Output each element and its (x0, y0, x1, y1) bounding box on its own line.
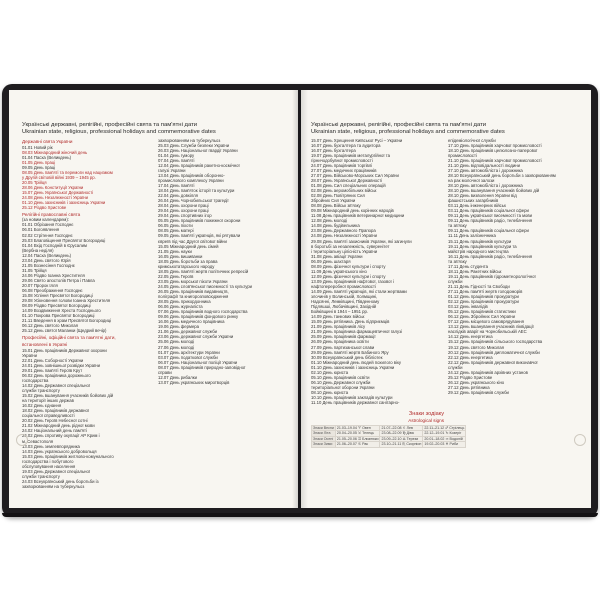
holiday-entry: 26.12 День українського кіно (448, 379, 505, 385)
holiday-entry: 25.09 День працівників фармації (311, 334, 376, 340)
holiday-entry: захворюванням на туберкульоз (158, 137, 221, 143)
holiday-entry: 28.10 День автомобіліста і дорожника (448, 183, 523, 189)
holiday-entry: 13.07 День українських миротворців (158, 379, 230, 385)
cover-edge (2, 513, 598, 517)
zodiac-table (311, 425, 466, 448)
holiday-entry: 07.06 День працівників водного господарства (158, 309, 248, 315)
holiday-entry: 05.10 День працівників освіти (311, 374, 370, 380)
holiday-entry: та зв'язку (448, 258, 467, 264)
holiday-entry: (за новим календарем): (22, 217, 69, 223)
holiday-entry: в боротьбі за незалежність, суверенітет (311, 243, 390, 249)
section-heading: встановлені в Україні (22, 342, 68, 348)
holiday-entry: господарства і побутового (22, 458, 74, 464)
holiday-entry: 16.07 День бухгалтера (311, 147, 356, 153)
holiday-entry: 24.02 Національний день пам'яті (22, 428, 87, 434)
holiday-entry: 12.04 День працівників ракетно-космічної (158, 162, 240, 168)
holiday-entry: гірничодобувної промисловості (311, 157, 373, 163)
holiday-entry: 21.05 Вознесіння Господнє (22, 262, 75, 268)
holiday-entry: 17.10 День працівників харчової промисловості (448, 142, 542, 148)
holiday-entry: 07.12 День місцевого самоврядування (448, 319, 524, 325)
holiday-entry: 13.12 День вшанування учасників ліквідації (448, 324, 534, 330)
holiday-entry: 12.04 Пасха (Великдень) (22, 252, 71, 258)
holiday-entry: 29.08 Усікновення голови Іоанна Хрестителя (22, 298, 111, 304)
holiday-entry: 08.09 Різдво Пресвятої Богородиці (22, 303, 91, 309)
holiday-entry: 06.02 День працівника дорожнього (22, 372, 91, 378)
holiday-entry: 21.11 Введення в храм Пресвятої Богородиці (22, 318, 112, 324)
holiday-entry: 26.03 День Національної гвардії України (158, 147, 238, 153)
holiday-entry: 27.11 День пам'яті жертв голодоморів (448, 289, 523, 294)
holiday-entry: промислового комплексу України (158, 177, 224, 183)
holiday-entry: 15.01 День працівників Державної охорони (22, 347, 107, 353)
zodiac-sign-cell: 20.01–18.02 ♒ Водолій (423, 436, 466, 441)
holiday-entry: 02.12 День працівників прокуратури (448, 299, 519, 305)
holiday-entry: 19.12 День святого Миколая (448, 344, 504, 350)
holiday-entry: служби (448, 364, 463, 370)
holiday-entry: 24.12 День працівників архівних установ (448, 369, 528, 375)
holiday-entry: 01.01 Новий рік (22, 144, 53, 150)
holiday-entry: 13.04 День працівників оборонно- (158, 172, 225, 178)
holiday-entry: 01.12 День працівників прокуратури (448, 294, 519, 300)
holiday-entry: 20.02 День Героїв Небесної сотні (22, 418, 88, 424)
holiday-entry: 15.09 День рятівника. День підприємців (311, 319, 390, 325)
holiday-entry: захворюванням на туберкульоз (22, 483, 85, 489)
holiday-entry: на рак молочної залози (448, 177, 495, 183)
holiday-entry: та зв'язку (448, 223, 467, 229)
holiday-entry: 26.05 День працівників видавництв, (158, 289, 229, 294)
right-page-title-en: Ukrainian state, religious, professional holidays and commemorative dates (311, 128, 505, 135)
holiday-entry: 19.06 День фермера (158, 324, 200, 330)
holiday-entry: 24.06 Різдво Іоанна Хрестителя (22, 272, 85, 278)
holiday-entry: наслідків аварії на Чорнобильській АЕС (448, 329, 527, 335)
holiday-entry: 31.08 День авіації України (311, 253, 363, 259)
holiday-entry: соціальної справедливості (22, 413, 75, 419)
holiday-entry: 29.08 День пам'яті захисників України, які загинули (311, 238, 412, 244)
holiday-entry: кримськотатарського народу (158, 263, 215, 269)
holiday-entry: 30.09 Всеукраїнський день бібліотек (311, 354, 383, 360)
holiday-entry: 18.10 День працівників целюлозно-паперової (448, 147, 538, 153)
section-heading: Державні свята України (22, 139, 73, 145)
holiday-entry: 28.07 День Української Державності (311, 177, 383, 183)
holiday-entry: 25.03 Благовіщення Пресвятої Богородиці (22, 237, 106, 243)
holiday-entry: 19.11 День працівників культури та (448, 243, 517, 249)
zodiac-sign-cell: 22.12–19.01 ♑ Козеріг (423, 431, 466, 436)
holiday-entry: 15.05 Міжнародний день сімей (158, 243, 219, 249)
holiday-entry: 08.03 Міжнародний жіночий день (22, 149, 88, 155)
holiday-entry: 06.08 Преображення Господнє (22, 288, 83, 294)
holiday-entry: 23.04 День святого Юрія (22, 257, 71, 263)
right-page-corner-mark (574, 434, 586, 446)
holiday-entry: 21.10 День відповідальності людини (448, 162, 520, 168)
holiday-entry: 22.05 День Героїв (158, 273, 194, 279)
holiday-entry: 13.09 День працівників нафтової, газової і (311, 278, 394, 284)
holiday-entry: 24.03 Всеукраїнський день боротьби із (22, 478, 99, 484)
holiday-entry: 29.04 День охорони праці (158, 208, 209, 214)
holiday-entry: 03.07 День податкової служби (158, 354, 218, 360)
holiday-entry: Надсянні, Лемківщині, Південному (311, 299, 380, 305)
holiday-entry: 22.04 День довкілля (158, 193, 198, 199)
holiday-entry: 01.08 День Сил спеціальних операцій (311, 183, 386, 189)
holiday-entry: 03.11 День інженерних військ (448, 203, 506, 209)
section-heading: Професійні, офіційні свята та пам'ятні дати, (22, 334, 116, 340)
holiday-entry: 21.10 День працівників харчової промисловості (448, 157, 542, 163)
holiday-entry: 15.03 День працівників житлово-комунального (22, 453, 114, 459)
holiday-entry: 23.08 День Державного Прапора (311, 228, 376, 234)
holiday-entry: 15.07 День Української Державності (22, 190, 94, 196)
left-page-columns (22, 138, 290, 489)
holiday-entry: 21.09 День працівника фармацевтичної галузі (311, 329, 403, 335)
holiday-entry: 08.07 День працівників природно-заповідної (158, 364, 246, 370)
holiday-entry: 24.08 День Незалежності України (311, 233, 377, 239)
holiday-entry: галузі України (158, 167, 186, 173)
holiday-entry: 25.12 День святої Маланки (Щедрий вечір) (22, 328, 107, 334)
holiday-entry: 05.12 День працівників статистики (448, 309, 516, 315)
zodiac-sign-cell: 23.09–22.10 ♎ Терези (380, 436, 423, 441)
holiday-entry: 02.02 Стрітення Господнє (22, 232, 73, 238)
holiday-entry: 10.10 День працівників закладів культури (311, 394, 393, 400)
holiday-entry: справи (158, 369, 172, 375)
holiday-entry: 16.06 День медичного працівника (158, 319, 225, 325)
holiday-entry: 21.05 День науки (158, 248, 192, 254)
holiday-entry: 02.08 День Повітряних Сил (311, 193, 365, 199)
zodiac-season-cell: Знаки Зими (312, 442, 336, 447)
holiday-entry: 27.07 День Військово-Морських Сил України (311, 172, 399, 178)
holiday-entry: 23.05 День морської піхоти України (158, 278, 228, 284)
holiday-entry: 14.02 День Державної спеціальної (22, 382, 91, 388)
right-page-column-1-list (311, 138, 444, 405)
holiday-entry: євреїв під час Другої світової війни (158, 238, 227, 244)
holiday-entry: 08.08 День Військ зв'язку (311, 203, 361, 209)
holiday-entry: 19.03 День Державної спеціальної (22, 468, 91, 474)
holiday-entry: 22.12 День працівників державної виконавчої (448, 359, 538, 365)
holiday-entry: 29.04 День спортивних ігор (158, 213, 212, 219)
holiday-entry: 27.06 День молоді (158, 344, 195, 350)
holiday-entry: 06.07 День Національної поліції України (158, 359, 238, 365)
holiday-entry: 20.12 День працівників дипломатичної служби (448, 349, 540, 355)
zodiac-sign-cell: 21.06–20.07 ♋ Рак (335, 442, 380, 447)
holiday-entry: 16.05 День вишиванки (158, 253, 203, 259)
holiday-entry: фашистських загарбників (448, 198, 499, 204)
holiday-entry: 07.04 День пам'яті (158, 157, 195, 163)
holiday-entry: 25.12 Різдво Христове (22, 205, 67, 211)
holiday-entry: обслуговування населення (22, 463, 76, 469)
holiday-entry: 18.05 День пам'яті жертв політичних репресій (158, 268, 249, 274)
holiday-entry: 06.12 День Збройних Сил України (448, 314, 516, 320)
holiday-entry: 18.02 День працівників державної (22, 408, 89, 414)
holiday-entry: 27.09 День партизанської слави (311, 344, 375, 350)
holiday-entry: 28.06 День Конституції України (22, 185, 84, 191)
zodiac-sign-cell: 21.03–19.04 ♈ Овен (335, 425, 380, 430)
holiday-entry: 14.12 День енергетика (448, 334, 493, 340)
holiday-entry: 28.10 День визволення України від (448, 193, 517, 199)
zodiac-season-cell: Знаки Літа (312, 431, 336, 436)
zodiac-sign-cell: 23.10–21.11 ♏ Скорпіон (381, 442, 422, 447)
holiday-entry: 21.06 День державної служби (158, 329, 218, 335)
zodiac-sign-cell: 22.11–21.12 ♐ Стрілець (424, 425, 465, 430)
holiday-entry: 06.10 День Державної служби (311, 379, 371, 385)
holiday-entry: 09.05 День праці (22, 164, 56, 170)
left-page-title-ua: Українські державні, релігійні, професійні свята та пам'ятні дати (22, 122, 198, 128)
holiday-entry: 11.09 День українського кіно (311, 268, 367, 274)
zodiac-subtitle: Astrological signs (408, 417, 444, 423)
holiday-entry: 24.05 День слов'янської писемності та культури (158, 283, 253, 289)
holiday-entry: 12.09 День фізичної культури і спорту (311, 273, 386, 279)
holiday-entry: 01.10 Покрова Пресвятої Богородиці (22, 313, 95, 319)
holiday-entry: 26.02 День спротиву окупації АР Крим і (22, 433, 100, 439)
holiday-entry: 14.03 День українського добровольця (22, 448, 97, 454)
holiday-entry: територіальної оборони України (311, 384, 375, 390)
holiday-entry: злочинів у Волинській, Холмщині, (311, 294, 378, 300)
holiday-entry: 05.05 День працівників пожежної охорони (158, 218, 241, 224)
holiday-entry: 20.05 Трійця (22, 180, 47, 186)
holiday-entry: 06.01 Богоявлення (22, 227, 60, 233)
holiday-entry: 08.10 День юриста (311, 389, 349, 395)
right-page-title-ua: Українські державні, релігійні, професійні свята та пам'ятні дати (311, 122, 487, 128)
holiday-entry: 01.04 Пасха (Великдень) (22, 154, 71, 160)
holiday-entry: служби (448, 278, 463, 284)
holiday-entry: м. Севастополя (22, 438, 54, 444)
holiday-entry: 19.07 День працівників металургійної та (311, 152, 390, 158)
holiday-entry: служби транспорту (22, 388, 60, 394)
holiday-entry: 25.03 День Служби безпеки України (158, 142, 230, 148)
holiday-entry: 15.11 День працівників культури (448, 238, 512, 244)
left-page-column-2 (158, 138, 290, 489)
holiday-entry: 08.05 День матері (158, 228, 194, 234)
holiday-entry: 29.01 День пам'яті Героїв Крут (22, 367, 83, 373)
holiday-entry: Підляшші, Любачівщині, Західній (311, 304, 377, 310)
holiday-entry: 28.10 Всеукраїнський день боротьби з захворюванням (448, 172, 556, 178)
holiday-entry: 12.08 День молоді (311, 218, 348, 224)
holiday-entry: 17.11 День студента (448, 263, 489, 269)
holiday-entry: 25.12 Різдво Христове (448, 374, 493, 380)
holiday-entry: 01.01 Обрізання Господнє (22, 222, 74, 228)
holiday-entry: 28.10 День вшанування учасників бойових дій (448, 188, 540, 194)
zodiac-sign-cell: 21.05–20.06 ♊ Близнюки (336, 436, 379, 441)
holiday-entry: 01.04 День гумору (158, 152, 195, 158)
zodiac-sign-cell: 19.02–20.03 ♓ Риби (423, 442, 466, 447)
holiday-entry: 27.07 День медичних працівників (311, 167, 377, 173)
section-heading: Релігійні православні свята (22, 211, 81, 217)
holiday-entry: 11.10 День працівників державної санітарно- (311, 400, 400, 406)
holiday-entry: 06.09 День шахтаря (311, 258, 351, 264)
holiday-entry: 02.10 День юриста (311, 369, 349, 375)
holiday-entry: 14.09 День танкових військ (311, 314, 365, 320)
zodiac-title: Знаки зодіаку (408, 411, 444, 418)
holiday-entry: 21.11 День Гідності та Свободи (448, 283, 510, 289)
holiday-entry: 22.01 День Соборності України (22, 357, 84, 363)
holiday-entry: 22.12 День енергетика (448, 354, 493, 360)
holiday-entry: 09.08 Міжнародний день корінних народів (311, 208, 394, 214)
holiday-entry: 24.01 День зовнішньої розвідки України (22, 362, 101, 368)
holiday-entry: (Вербна неділя) (22, 247, 54, 253)
holiday-entry: 26.09 День працівника освіти (311, 339, 369, 345)
holiday-entry: 03.12 День інвалідів (448, 304, 488, 310)
holiday-entry: 18.05 День боротьби за права (158, 258, 218, 264)
holiday-entry: промисловості (448, 152, 477, 158)
holiday-entry: 09.11 День української писемності та мови (448, 213, 533, 219)
holiday-entry: 01.04 Вхід Господній в Єрусалим (22, 242, 87, 248)
holiday-entry: 20.07 Пророк Ілля (22, 283, 58, 288)
holiday-entry: 16.02 День єднання (22, 403, 62, 409)
holiday-entry: 15.02 День вшанування учасників бойових дій (22, 393, 114, 399)
holiday-entry: 15.07 День Хрещення Київської Русі – України (311, 137, 403, 143)
holiday-entry: 03.11 День працівників соціальної сфери (448, 208, 529, 214)
holiday-entry: нафтопереробної промисловості (311, 283, 376, 289)
zodiac-season-cell: Знаки Осені (312, 436, 336, 441)
holiday-entry: 13.03 День землевпорядника (22, 443, 80, 449)
holiday-entry: України (22, 352, 37, 358)
holiday-entry: 29.09 День пам'яті жертв Бабиного Яру (311, 349, 389, 355)
left-page (9, 90, 298, 508)
holiday-entry: 24.08 День Незалежності України (22, 195, 88, 201)
holiday-entry: 12.07 День рибалки (158, 374, 197, 380)
holiday-entry: 16.07 День бухгалтера та аудитора (311, 142, 381, 148)
holiday-entry: 01.07 День архітектури України (158, 349, 220, 355)
holiday-entry: 15.12 День працівників сільського господарства (448, 339, 543, 345)
zodiac-season-cell: Знаки Весни (313, 425, 334, 430)
right-page-column-2 (448, 138, 581, 448)
left-page-title-en: Ukrainian state, religious, professional holidays and commemorative dates (22, 128, 216, 135)
holiday-entry: 17.04 День пам'яті (158, 183, 195, 189)
left-page-column-1 (22, 138, 154, 489)
holiday-entry: 31.05 Трійця (22, 267, 47, 273)
holiday-entry: Збройних Сил України (311, 198, 356, 204)
right-page (301, 90, 591, 508)
holiday-entry: 26.04 День Чорнобильської трагедії (158, 198, 229, 204)
holiday-entry: 11.11 День залізничника (448, 233, 496, 239)
holiday-entry: у Другій світовій війні 1939 – 1945 рр. (22, 174, 96, 180)
holiday-entry: Бойківщині в 1944 – 1951 рр. (311, 309, 369, 315)
holiday-entry: 14.08 День будівельника (311, 223, 360, 229)
holiday-entry: 09.11 День працівників соціальної сфери (448, 228, 529, 234)
holiday-entry: на території інших держав (22, 398, 74, 404)
holiday-entry: 19.11 День працівників гідрометеорологічної (448, 273, 536, 279)
holiday-entry: 16.11 День працівників радіо, телебачення (448, 253, 533, 259)
holiday-entry: і територіальну цілісність України (311, 248, 378, 254)
zodiac-row (312, 442, 466, 447)
right-page-columns (311, 138, 581, 448)
holiday-entry: 01.05 День праці (22, 159, 56, 165)
holiday-entry: 28.04 День охорони праці (158, 203, 209, 209)
holiday-entry: 06.06 День журналіста (158, 304, 203, 310)
holiday-entry: майстрів народного мистецтва (448, 248, 509, 254)
holiday-entry: епідеміологічної служби (448, 137, 496, 143)
holiday-entry: 02.08 День аеромобільних військ (311, 188, 377, 194)
zodiac-sign-cell: 20.04–20.05 ♉ Телець (335, 431, 380, 436)
holiday-entry: служби транспорту (22, 473, 60, 479)
holiday-entry: 21.09 День працівників лісу (311, 324, 366, 330)
holiday-entry: 25.06 День молоді (158, 339, 195, 345)
holiday-entry: 06.05 День піхоти (158, 223, 193, 229)
holiday-entry: 15.08 Успіння Пресвятої Богородиці (22, 293, 93, 299)
holiday-entry: 27.10 День автомобіліста і дорожника (448, 167, 523, 173)
holiday-entry: 11.08 День працівників ветеринарної медицини (311, 213, 405, 219)
holiday-entry: 14.09 День пам'яті українців, які стали жертвами (311, 289, 407, 294)
holiday-entry: 18.04 День пам'яток історії та культури (158, 188, 235, 194)
holiday-entry: 06.12 День святого Миколая (22, 323, 78, 329)
holiday-entry: 28.05 День прикордонника (158, 299, 211, 305)
holiday-entry: 08.05 День пам'яті та перемоги над нацизмом (22, 169, 113, 175)
holiday-entry: 09.11 День працівників радіо, телебачення (448, 218, 533, 224)
holiday-entry: 29.12 День працівників служби (448, 389, 509, 395)
holiday-entry: господарства (22, 377, 49, 383)
holiday-entry: 01.10 День захисників і захисниць України (311, 364, 395, 370)
holiday-entry: 09.06 День працівників фондового ринку (158, 314, 239, 320)
holiday-entry: 14.09 Воздвиження Хреста Господнього (22, 308, 101, 314)
holiday-entry: 09.05 День пам'яті українців, які рятували (158, 233, 241, 239)
holiday-entry: 23.06 День державної служби України (158, 334, 234, 340)
holiday-entry: 21.02 Міжнародний день рідної мови (22, 423, 95, 429)
zodiac-sign-cell: 23.08–22.09 ♍ Діва (380, 431, 423, 436)
holiday-entry: 29.06 Свято апостолів Петра і Павла (22, 277, 95, 283)
left-page-corner-mark (16, 434, 28, 446)
holiday-entry: 18.11 День Ракетних військ (448, 268, 502, 274)
holiday-entry: 01.10 День захисників і захисниць України (22, 200, 106, 206)
holiday-entry: 08.09 День фізичної культури і спорту (311, 263, 386, 269)
holiday-entry: 27.12 День рятівника (448, 384, 490, 390)
holiday-entry: 24.07 День працівників торгівлі (311, 162, 373, 168)
holiday-entry: 01.10 Міжнародний день людей похилого віку (311, 359, 402, 365)
zodiac-sign-cell: 21.07–22.08 ♌ Лев (380, 425, 423, 430)
holiday-entry: поліграфії та книгорозповсюдження (158, 294, 229, 300)
